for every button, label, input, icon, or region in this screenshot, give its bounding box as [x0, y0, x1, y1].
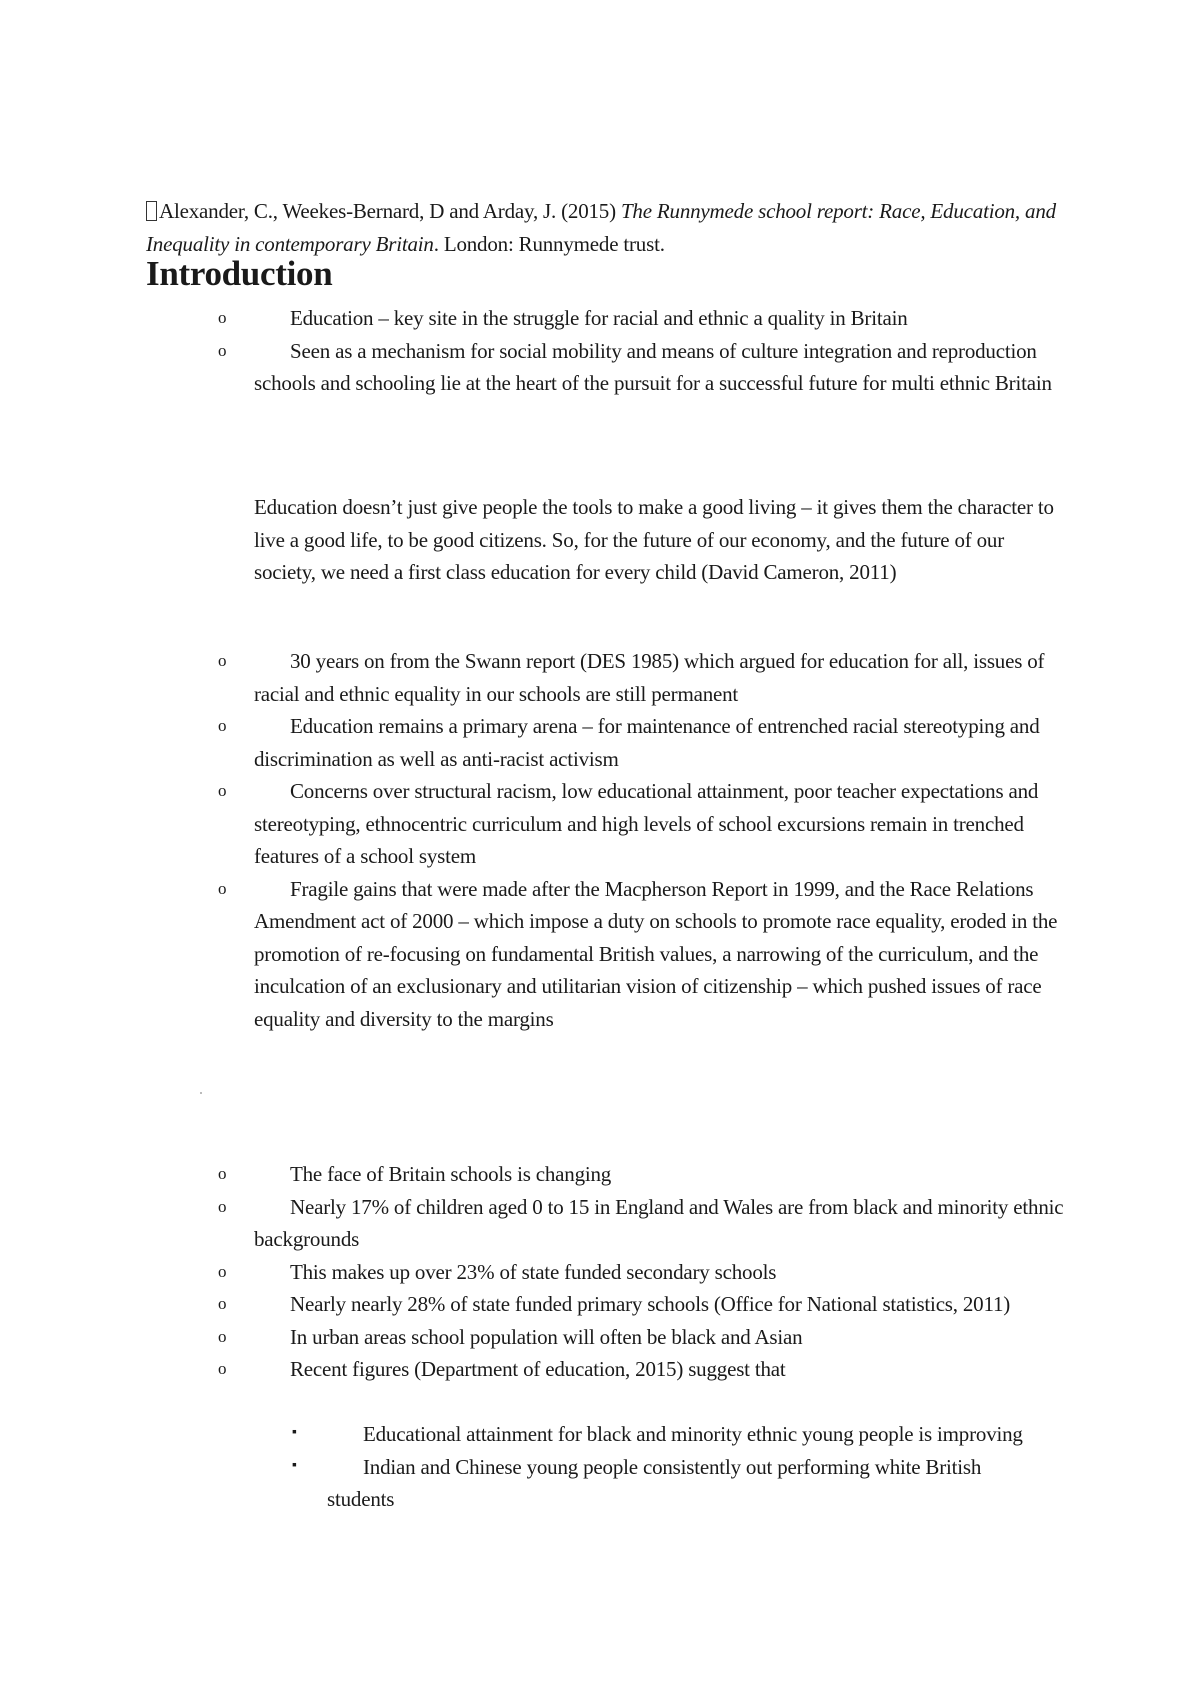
list-item: [0, 302, 1066, 335]
bullet-marker: o: [218, 340, 227, 360]
section-title: Introduction: [146, 254, 333, 293]
citation-title: The Runnymede school report: Race, Education, and Inequality in contemporary Britain: [146, 199, 1056, 256]
bullet-marker: o: [218, 651, 227, 670]
list-item: [0, 775, 1066, 873]
citation-authors: Alexander, C., Weekes-Bernard, D and Arday, J. (2015): [159, 199, 621, 223]
list-item-text: In urban areas school population will often be black and Asian: [290, 1324, 803, 1349]
list-item: [0, 1158, 1066, 1191]
list-item: [0, 645, 1066, 710]
list-item: [0, 1256, 1066, 1289]
square-bullet-marker: ▪: [292, 1425, 297, 1440]
bullet-marker: o: [218, 1261, 227, 1281]
list-item-text: Concerns over structural racism, low educational attainment, poor teacher expectations and stereotyping, ethnocentric curriculum and high levels of school excursions remain in trenched features of a school system: [254, 779, 1039, 868]
list-item: [0, 1451, 1039, 1516]
list-item-text: Seen as a mechanism for social mobility and means of culture integration and reproduction schools and schooling lie at the heart of the pursuit for a successful future for multi ethnic Britain: [254, 338, 1052, 395]
bullet-list-c: [0, 1158, 1200, 1386]
list-item-text: Indian and Chinese young people consistently out performing white British students: [327, 1454, 982, 1511]
list-item-text: This makes up over 23% of state funded secondary schools: [290, 1259, 777, 1284]
list-item: [0, 1288, 1066, 1321]
bullet-marker: o: [218, 781, 227, 800]
list-item-text: Nearly nearly 28% of state funded primary schools (Office for National statistics, 2011): [290, 1292, 1011, 1316]
bullet-list-c-sub: [0, 1418, 1200, 1516]
list-item-text: Education – key site in the struggle for racial and ethnic a quality in Britain: [290, 306, 908, 330]
bullet-marker: o: [218, 1164, 227, 1183]
list-item-text: Fragile gains that were made after the Macpherson Report in 1999, and the Race Relations Amendment act of 2000 – which impose a duty on schools to promote race equality, eroded in the promotion of re-focusing on fundamental British values, a narrowing of the curriculum, and the inculcation of an exclusionary and utilitarian vision of citizenship – which pushed issues of race equality and diversity to the margins: [254, 876, 1058, 1031]
list-item: [0, 1353, 1066, 1386]
list-item-text: The face of Britain schools is changing: [290, 1162, 612, 1186]
list-item-text: Educational attainment for black and minority ethnic young people is improving: [363, 1422, 1023, 1446]
bullet-list-a: [0, 302, 1200, 400]
bullet-marker: o: [218, 308, 227, 327]
list-item: [0, 1418, 1039, 1451]
list-item: [0, 710, 1066, 775]
bullet-marker: o: [218, 1294, 227, 1313]
bullet-marker: o: [218, 1326, 227, 1346]
bullet-marker: o: [218, 1196, 227, 1216]
list-item: [0, 873, 1066, 1036]
square-bullet-marker: ▪: [292, 1457, 297, 1473]
list-item-text: Nearly 17% of children aged 0 to 15 in England and Wales are from black and minority ethnic backgrounds: [254, 1194, 1064, 1251]
list-item: [0, 335, 1066, 400]
list-item-text: Education remains a primary arena – for maintenance of entrenched racial stereotyping and discrimination as well as anti-racist activism: [254, 714, 1040, 771]
citation-publisher: . London: Runnymede trust.: [433, 232, 665, 256]
bullet-marker: o: [218, 878, 227, 898]
missing-glyph-icon: [146, 201, 157, 221]
list-item-text: 30 years on from the Swann report (DES 1985) which argued for education for all, issues of racial and ethnic equality in our schools are still permanent: [254, 649, 1045, 706]
bullet-marker: o: [218, 716, 227, 735]
list-item-text: Recent figures (Department of education, 2015) suggest that: [290, 1357, 786, 1381]
quote-paragraph: Education doesn’t just give people the tools to make a good living – it gives them the character to live a good life, to be good citizens. So, for the future of our economy, and the future of our society, we need a first class education for every child (David Cameron, 2011): [254, 495, 1054, 584]
citation: [146, 195, 1066, 261]
bullet-marker: o: [218, 1359, 227, 1378]
list-item: [0, 1321, 1066, 1354]
list-item: [0, 1191, 1066, 1256]
stray-mark: [200, 1092, 202, 1094]
bullet-list-b: [0, 645, 1200, 1035]
